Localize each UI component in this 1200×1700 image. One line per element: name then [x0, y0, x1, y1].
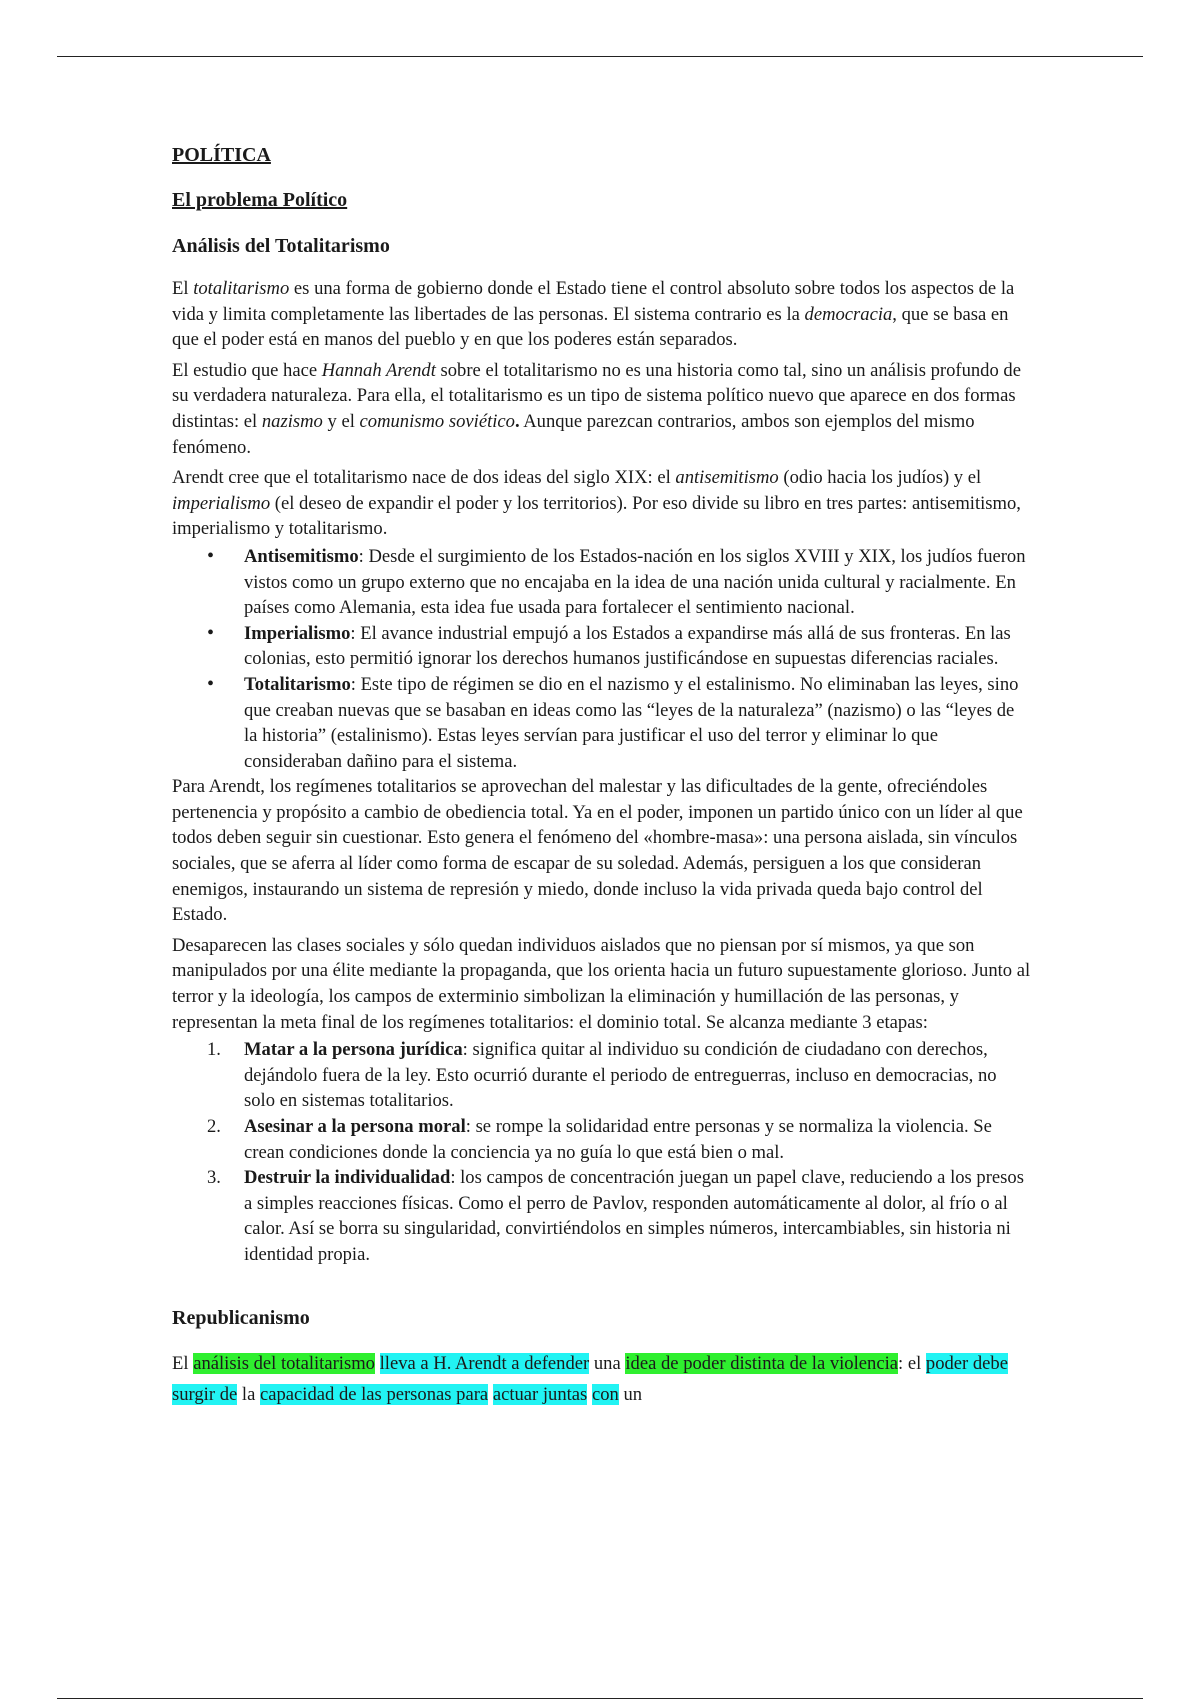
top-rule: [57, 56, 1143, 57]
numbered-list: [172, 1037, 1032, 1267]
list-item: 1. Matar a la persona jurídica: significa quitar al individuo su condición de ciudadano con derechos, dejándolo fuera de la ley. Esto ocurrió durante el periodo de entreguerras, incluso en democracias, no solo en sistemas totalitarios.: [207, 1039, 997, 1112]
highlight-cyan: lleva a H. Arendt a defender: [379, 1352, 590, 1374]
highlight-cyan: capacidad de las personas para: [259, 1383, 489, 1405]
list-item: • Antisemitismo: Desde el surgimiento de los Estados-nación en los siglos XVIII y XIX, los judíos fueron vistos como un grupo externo que no encajaba en la idea de una nación unida cultural y racialmente. En países como Alemania, esta idea fue usada para fortalecer el sentimiento nacional.: [244, 544, 1032, 621]
bullet-list: [172, 544, 1032, 774]
highlight-cyan: con: [591, 1383, 619, 1405]
republicanismo-heading: Republicanismo: [172, 1306, 310, 1329]
section-heading: Análisis del Totalitarismo: [172, 235, 390, 257]
subtitle-heading: El problema Político: [172, 189, 348, 211]
list-item: 3. Destruir la individualidad: los campos de concentración juegan un papel clave, reduciendo a los presos a simples reacciones físicas. Como el perro de Pavlov, responden automáticamente al dolor, al frío o al calor. Así se borra su singularidad, convirtiéndolos en simples números, intercambiables, sin historia ni identidad propia.: [207, 1167, 1024, 1265]
paragraph-hombre-masa: Para Arendt, los regímenes totalitarios se aprovechan del malestar y las dificultades de la gente, ofreciéndoles pertenencia y propósito a cambio de obediencia total. Ya en el poder, imponen un partido único con un líder al que todos deben seguir sin cuestionar. Esto genera el fenómeno del «hombre-masa»: una persona aislada, sin vínculos sociales, que se aferra al líder como forma de escapar de su soledad. Además, persiguen a los que consideran enemigos, instaurando un sistema de represión y miedo, donde incluso la vida privada queda bajo control del Estado.: [172, 776, 1023, 926]
document-page: [172, 143, 1032, 1410]
highlight-green: análisis del totalitarismo: [193, 1352, 375, 1374]
bottom-rule: [57, 1698, 1143, 1699]
document-title: POLÍTICA: [172, 144, 271, 166]
highlight-green: idea de poder distinta de la violencia: [625, 1352, 898, 1374]
highlight-cyan: poder debe surgir de: [172, 1352, 1008, 1405]
paragraph-dominio-total: Desaparecen las clases sociales y sólo quedan individuos aislados que no piensan por sí mismos, ya que son manipulados por una élite mediante la propaganda, que los orienta hacia un futuro supuestamente glorioso. Junto al terror y la ideología, los campos de exterminio simbolizan la eliminación y humillación de las personas, y representan la meta final de los regímenes totalitarios: el dominio total. Se alcanza mediante 3 etapas:: [172, 934, 1031, 1033]
paragraph-origins: Arendt cree que el totalitarismo nace de dos ideas del siglo XIX: el antisemitismo (odio hacia los judíos) y el imperialismo (el deseo de expandir el poder y los territorios). Por eso divide su libro en tres partes: antisemitismo, imperialismo y totalitarismo.: [172, 467, 1021, 540]
list-item: 2. Asesinar a la persona moral: se rompe la solidaridad entre personas y se normaliza la violencia. Se crean condiciones donde la conciencia ya no guía lo que está bien o mal.: [207, 1116, 992, 1163]
list-item: • Totalitarismo: Este tipo de régimen se dio en el nazismo y el estalinismo. No eliminaban las leyes, sino que creaban nuevas que se basaban en ideas como las “leyes de la naturaleza” (nazismo) o las “leyes de la historia” (estalinismo). Estas leyes servían para justificar el uso del terror y eliminar lo que consideraban dañino para el sistema.: [244, 672, 1032, 774]
paragraph-arendt-study: El estudio que hace Hannah Arendt sobre el totalitarismo no es una historia como tal, sino un análisis profundo de su verdadera naturaleza. Para ella, el totalitarismo es un tipo de sistema político nuevo que aparece en dos formas distintas: el nazismo y el comunismo soviético. Aunque parezcan contrarios, ambos son ejemplos del mismo fenómeno.: [172, 359, 1021, 458]
paragraph-totalitarismo-definition: El totalitarismo es una forma de gobierno donde el Estado tiene el control absoluto sobre todos los aspectos de la vida y limita completamente las libertades de las personas. El sistema contrario es la democracia, que se basa en que el poder está en manos del pueblo y en que los poderes están separados.: [172, 278, 1015, 351]
list-item: • Imperialismo: El avance industrial empujó a los Estados a expandirse más allá de sus fronteras. En las colonias, esto permitió ignorar los derechos humanos justificándose en supuestas diferencias raciales.: [244, 621, 1032, 672]
paragraph-republicanismo: El análisis del totalitarismo lleva a H. Arendt a defender una idea de poder distinta de la violencia: el poder debe surgir de la capacidad de las personas para actuar juntas con un: [172, 1352, 1008, 1405]
highlight-cyan: actuar juntas: [492, 1383, 588, 1405]
